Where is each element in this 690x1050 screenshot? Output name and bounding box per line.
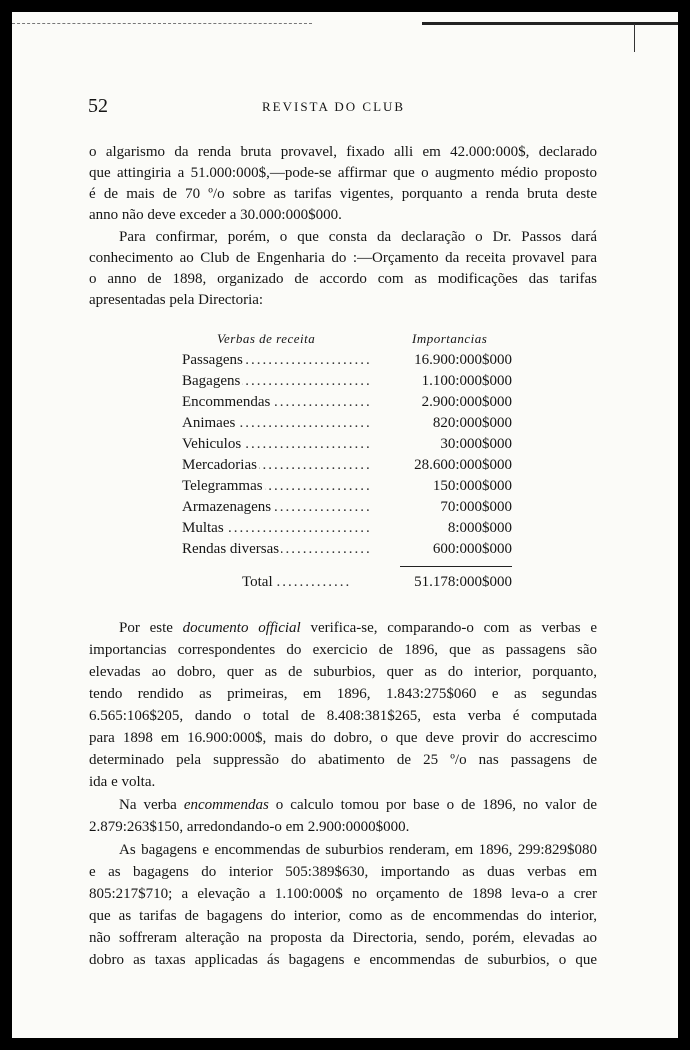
para1-line: é de mais de 70 º/o sobre as tarifas vigentes, porquanto a renda bruta deste	[89, 186, 597, 202]
top-scan-rule	[12, 22, 678, 25]
para3-italic: documento official	[182, 620, 301, 636]
table-row	[182, 371, 512, 392]
para4-text: Na verba	[119, 797, 184, 813]
para3-text: Por este	[119, 620, 183, 636]
page-number: 52	[88, 95, 108, 117]
para4-text: o calculo tomou por base o de 1896, no valor de	[268, 797, 597, 813]
para3-line: importancias correspondentes do exercicio de 1896, que as passagens são	[89, 642, 597, 658]
total-row	[182, 572, 512, 593]
row-label: Bagagens	[182, 373, 241, 389]
para5-line: As bagagens e encommendas de suburbios renderam, em 1896, 299:829$080	[119, 842, 597, 858]
para4-italic: encommendas	[183, 797, 269, 813]
corner-mark	[634, 24, 638, 52]
para3-line: tendo rendido as primeiras, em 1896, 1.843:275$060 e as segundas	[89, 686, 597, 702]
row-label: Multas	[182, 520, 224, 536]
para3-line: 6.565:106$205, dando o total de 8.408:381$265, esta verba é computada	[89, 708, 597, 724]
table-row	[182, 497, 512, 518]
row-value: 150:000$000	[432, 478, 512, 494]
table-row	[182, 350, 512, 371]
para5-line: 805:217$710; a elevação a 1.100:000$ no orçamento de 1898 leva-o a crer	[89, 886, 597, 902]
row-label: Vehiculos	[182, 436, 242, 452]
row-label: Armazenagens	[182, 499, 272, 515]
row-value: 600:000$000	[432, 541, 512, 557]
table-row	[182, 413, 512, 434]
row-label: Encommendas	[182, 394, 271, 410]
table-header-importancias: Importancias	[412, 331, 488, 346]
table-header-verbas: Verbas de receita	[217, 331, 316, 346]
para5-line: que as tarifas de bagagens do interior, como as de encommendas do interior,	[89, 908, 597, 924]
para5-line: e as bagagens do interior 505:389$630, importando as duas verbas em	[89, 864, 597, 880]
document-page	[12, 12, 678, 1038]
para3-line: ida e volta.	[89, 774, 156, 790]
row-label: Passagens	[182, 352, 243, 368]
row-value: 16.900:000$000	[414, 352, 512, 368]
para5-line: dobro as taxas applicadas ás bagagens e encommendas de suburbios, o que	[89, 952, 597, 968]
page-header	[12, 95, 678, 119]
table-row	[182, 455, 512, 476]
para3-line: determinado pela suppressão do abatimento de 25 º/o nas passagens de	[89, 752, 597, 768]
revenue-table	[182, 328, 512, 598]
para2-line: o anno de 1898, organizado de accordo com as modificações das tarifas	[89, 271, 597, 287]
running-title: REVISTA DO CLUB	[262, 99, 406, 114]
para2-line: conhecimento ao Club de Engenharia do :—Orçamento da receita provavel para	[89, 250, 597, 266]
para5-line: não soffreram alteração na proposta da Directoria, sendo, porém, elevadas ao	[89, 930, 597, 946]
para4-line: 2.879:263$150, arredondando-o em 2.900:0000$000.	[89, 819, 410, 835]
row-label: Rendas diversas	[182, 541, 280, 557]
row-value: 8:000$000	[447, 520, 512, 536]
row-value: 820:000$000	[432, 415, 512, 431]
row-value: 1.100:000$000	[421, 373, 512, 389]
para1-line: que attingiria a 51.000:000$,—pode-se affirmar que o augmento médio proposto	[89, 165, 597, 181]
table-row	[182, 539, 512, 560]
row-label: Animaes	[182, 415, 236, 431]
table-row	[182, 434, 512, 455]
row-label: Mercadorias	[182, 457, 257, 473]
row-value: 30:000$000	[440, 436, 512, 452]
para3-line	[119, 618, 597, 638]
para4-line	[119, 795, 597, 815]
total-label: Total	[242, 574, 273, 590]
row-value: 28.600:000$000	[414, 457, 512, 473]
para3-line: elevadas ao dobro, quer as de suburbios, quer as do interior, porquanto,	[89, 664, 597, 680]
para2-line: Para confirmar, porém, o que consta da declaração o Dr. Passos dará	[119, 229, 597, 245]
row-label: Telegrammas	[182, 478, 263, 494]
para3-line: para 1898 em 16.900:000$, mais do dobro, o que deve provir do accrescimo	[89, 730, 597, 746]
table-row	[182, 518, 512, 539]
para2-line: apresentadas pela Directoria:	[89, 292, 264, 308]
table-row	[182, 476, 512, 497]
total-rule	[400, 566, 512, 567]
para3-text: verifica-se, comparando-o com as verbas e	[300, 620, 597, 636]
row-value: 2.900:000$000	[421, 394, 512, 410]
total-value: 51.178:000$000	[414, 574, 512, 590]
table-row	[182, 392, 512, 413]
para1-line: o algarismo da renda bruta provavel, fixado alli em 42.000:000$, declarado	[89, 144, 597, 160]
row-value: 70:000$000	[440, 499, 512, 515]
para1-line: anno não deve exceder a 30.000:000$000.	[89, 207, 342, 223]
